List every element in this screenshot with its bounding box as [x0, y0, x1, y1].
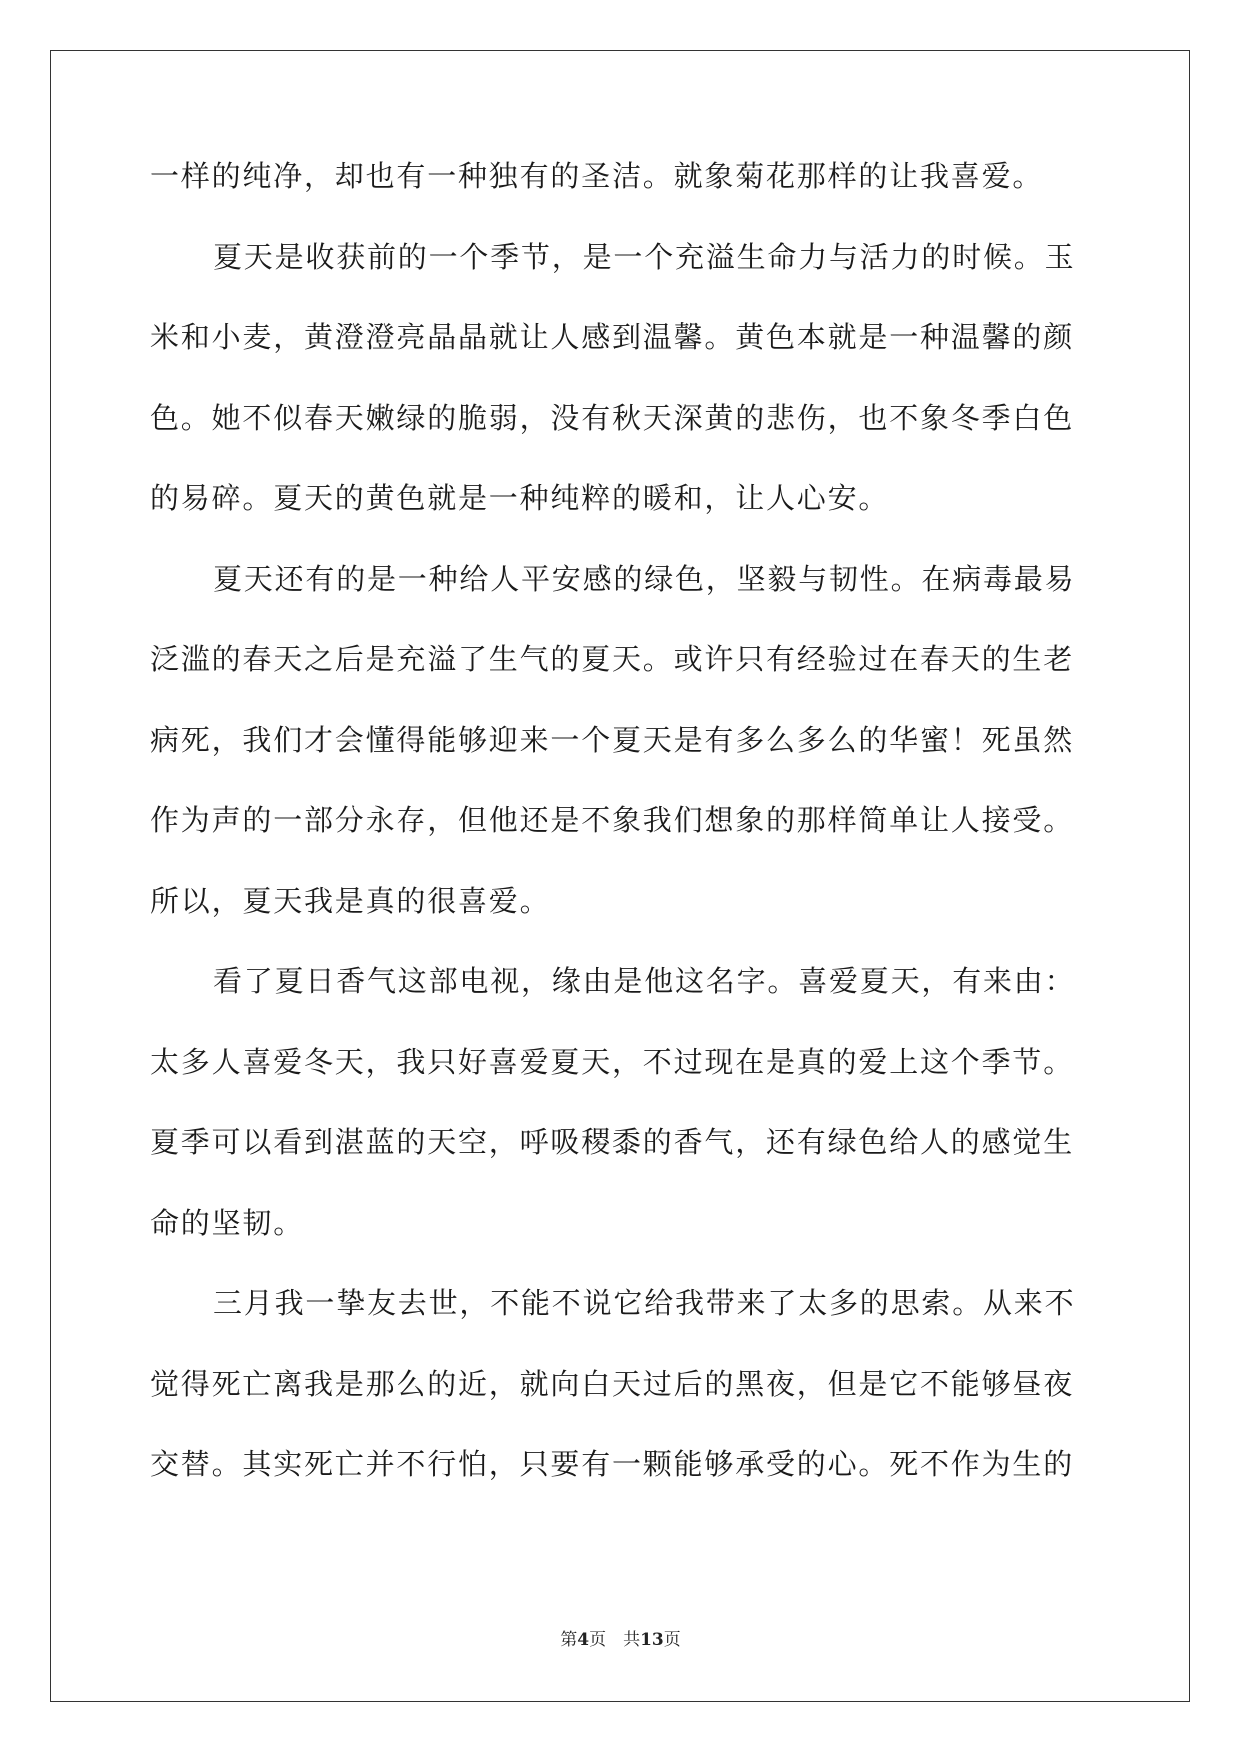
text-line: 作为声的一部分永存，但他还是不象我们想象的那样简单让人接受。	[150, 803, 1075, 837]
text-line: 病死，我们才会懂得能够迎来一个夏天是有多么多么的华蜜！死虽然	[150, 722, 1075, 757]
footer-suffix: 页	[663, 1630, 681, 1650]
document-body	[150, 156, 1090, 1525]
page-number-footer	[0, 1625, 1241, 1650]
paragraph-start-line: 夏天是收获前的一个季节，是一个充溢生命力与活力的时候。玉	[213, 239, 1076, 274]
text-line: 泛滥的春天之后是充溢了生气的夏天。或许只有经验过在春天的生老	[150, 642, 1075, 676]
text-line: 觉得死亡离我是那么的近，就向白天过后的黑夜，但是它不能够昼夜	[150, 1366, 1075, 1401]
paragraph-start-line: 看了夏日香气这部电视，缘由是他这名字。喜爱夏天，有来由：	[213, 964, 1076, 998]
footer-prefix: 第	[560, 1630, 578, 1650]
total-page-count: 13	[640, 1630, 664, 1650]
text-line: 所以，夏天我是真的很喜爱。	[150, 883, 551, 918]
paragraph-start-line: 三月我一挚友去世，不能不说它给我带来了太多的思索。从来不	[213, 1286, 1076, 1320]
text-line: 一样的纯净，却也有一种独有的圣洁。就象菊花那样的让我喜爱。	[150, 159, 1044, 193]
text-line: 命的坚韧。	[150, 1205, 305, 1240]
text-line: 色。她不似春天嫩绿的脆弱，没有秋天深黄的悲伤，也不象冬季白色	[150, 400, 1075, 435]
current-page-number: 4	[577, 1630, 590, 1650]
paragraph-start-line: 夏天还有的是一种给人平安感的绿色，坚毅与韧性。在病毒最易	[213, 561, 1076, 596]
text-line: 夏季可以看到湛蓝的天空，呼吸稷黍的香气，还有绿色给人的感觉生	[150, 1125, 1075, 1159]
footer-middle: 页 共	[589, 1630, 641, 1650]
text-line: 交替。其实死亡并不行怕，只要有一颗能够承受的心。死不作为生的	[150, 1447, 1075, 1481]
text-line: 米和小麦，黄澄澄亮晶晶就让人感到温馨。黄色本就是一种温馨的颜	[150, 320, 1075, 354]
text-line: 的易碎。夏天的黄色就是一种纯粹的暖和，让人心安。	[150, 481, 890, 515]
text-line: 太多人喜爱冬天，我只好喜爱夏天，不过现在是真的爱上这个季节。	[150, 1044, 1075, 1079]
